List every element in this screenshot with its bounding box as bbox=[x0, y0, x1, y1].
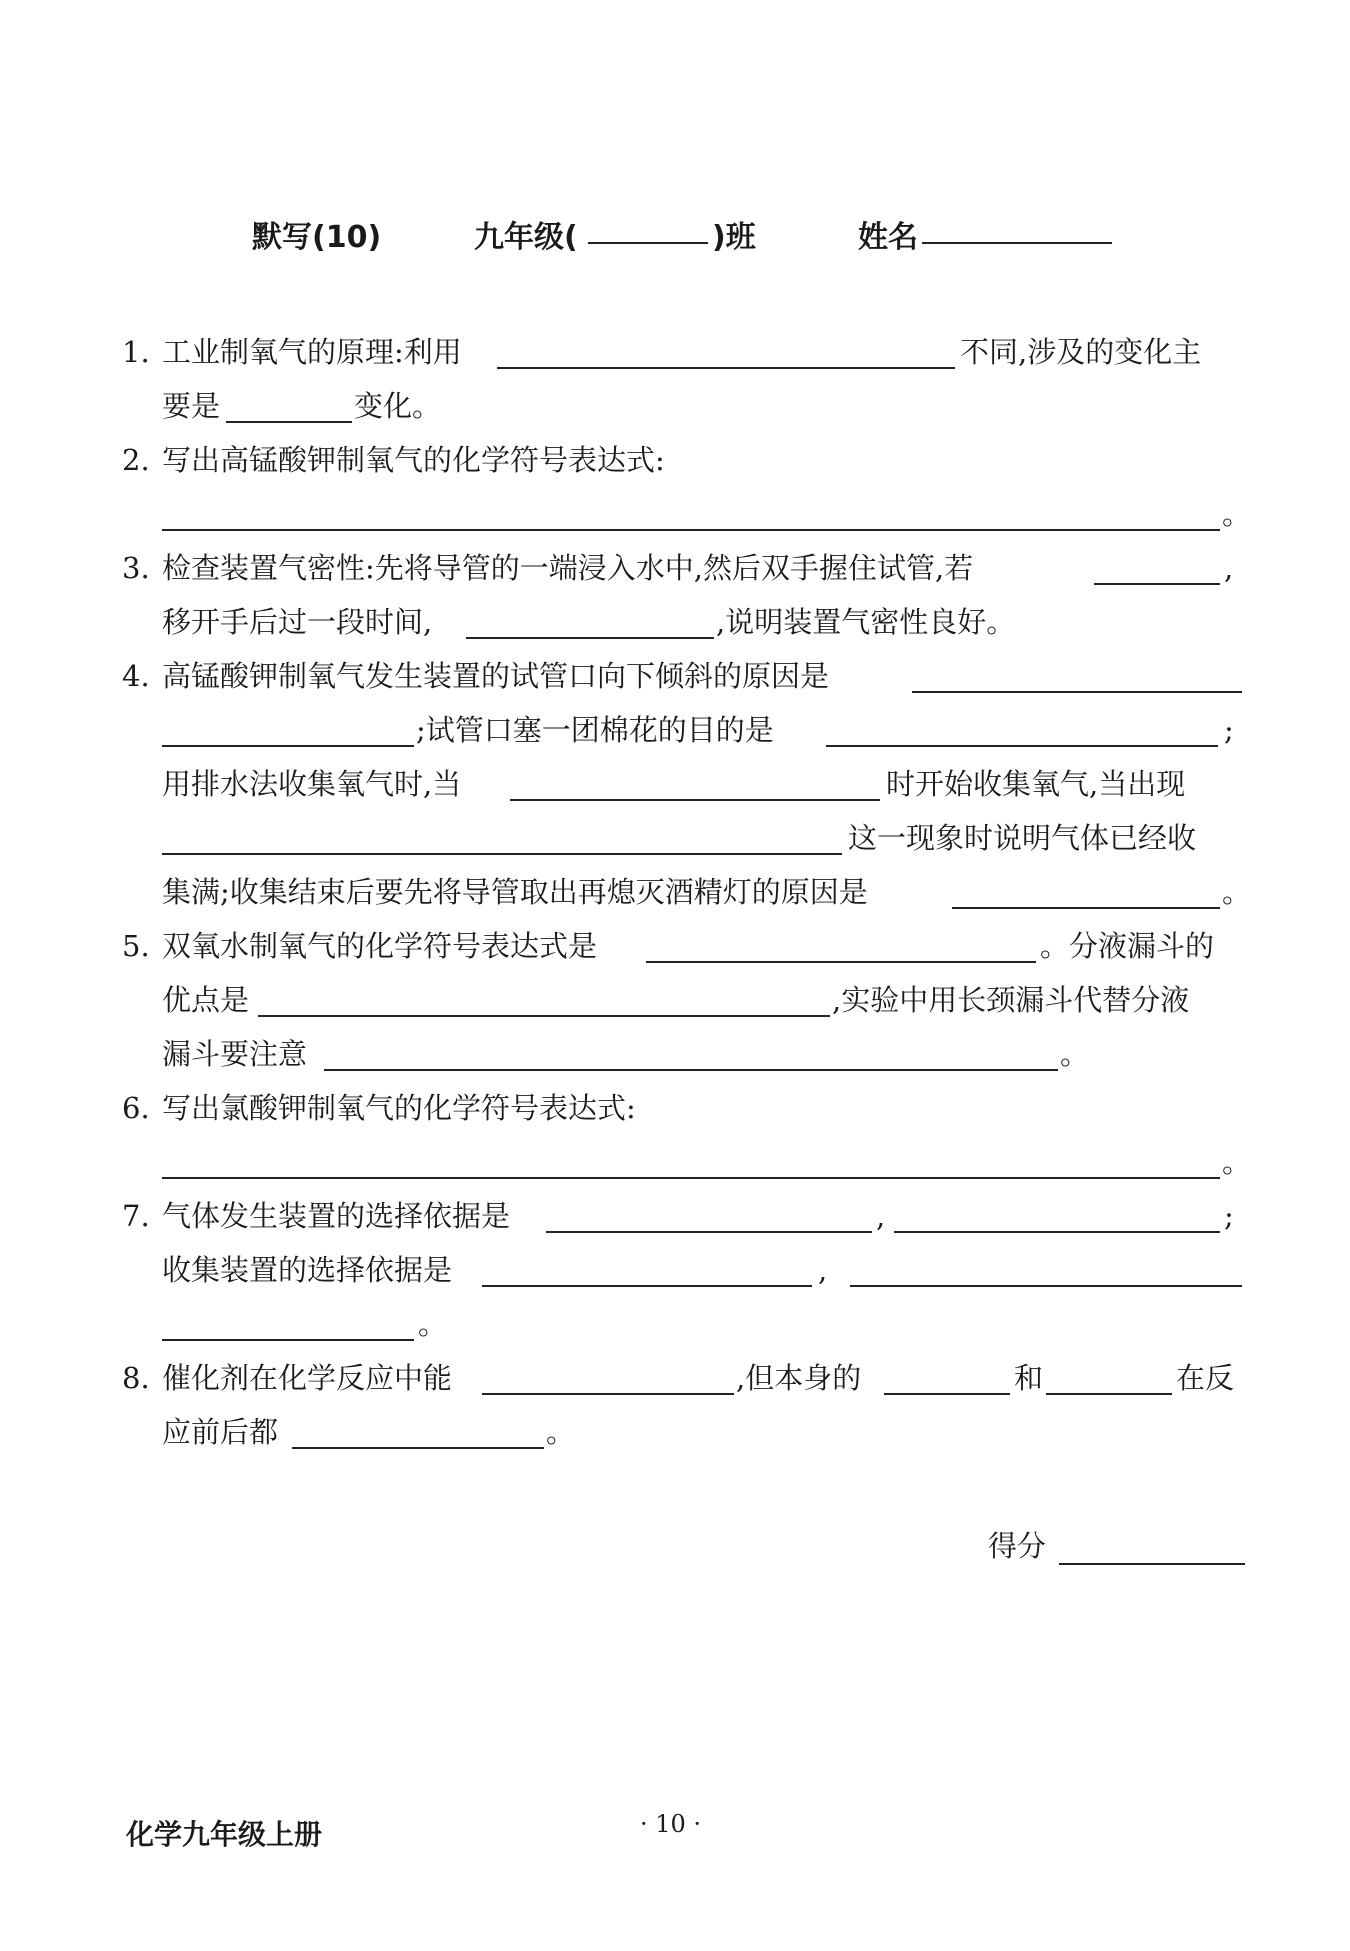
question-text: 不同,涉及的变化主 bbox=[960, 335, 1202, 369]
worksheet-title: 默写(10) bbox=[252, 220, 382, 255]
question-text: 变化。 bbox=[354, 389, 442, 423]
question-text: 。 bbox=[1060, 1037, 1090, 1071]
question-number: 8. bbox=[122, 1361, 150, 1395]
answer-blank[interactable] bbox=[894, 1199, 1220, 1233]
question-text: 和 bbox=[1014, 1361, 1044, 1395]
answer-blank[interactable] bbox=[226, 389, 352, 423]
question-text: 。 bbox=[1222, 497, 1252, 531]
question-number: 3. bbox=[122, 551, 150, 585]
answer-blank[interactable] bbox=[510, 767, 880, 801]
answer-blank[interactable] bbox=[497, 335, 955, 369]
question-4-line-3 bbox=[122, 757, 1242, 811]
question-text: , bbox=[876, 1199, 886, 1233]
question-text: 要是 bbox=[162, 389, 221, 423]
answer-blank[interactable] bbox=[324, 1037, 1058, 1071]
answer-blank[interactable] bbox=[162, 713, 414, 747]
question-2-line-1 bbox=[122, 433, 1242, 487]
question-list bbox=[122, 325, 1252, 1459]
question-number: 1. bbox=[122, 335, 150, 369]
question-4-line-2 bbox=[122, 703, 1242, 757]
question-text: 在反 bbox=[1176, 1361, 1235, 1395]
question-5-line-3 bbox=[122, 1027, 1242, 1081]
answer-blank[interactable] bbox=[292, 1415, 544, 1449]
answer-blank[interactable] bbox=[884, 1361, 1010, 1395]
question-text: 催化剂在化学反应中能 bbox=[162, 1361, 453, 1395]
question-text: ,说明装置气密性良好。 bbox=[716, 605, 1016, 639]
question-6-line-2 bbox=[122, 1135, 1252, 1189]
question-text: 。 bbox=[1222, 875, 1252, 909]
question-text: 集满;收集结束后要先将导管取出再熄灭酒精灯的原因是 bbox=[162, 875, 868, 909]
book-title: 化学九年级上册 bbox=[126, 1818, 323, 1851]
answer-blank[interactable] bbox=[482, 1361, 734, 1395]
answer-blank[interactable] bbox=[546, 1199, 872, 1233]
question-number: 5. bbox=[122, 929, 150, 963]
answer-blank[interactable] bbox=[162, 497, 1220, 531]
question-text: ; bbox=[1224, 713, 1234, 747]
page-number: · 10 · bbox=[640, 1810, 702, 1838]
question-text: 检查装置气密性:先将导管的一端浸入水中,然后双手握住试管,若 bbox=[162, 551, 974, 585]
question-4-line-5 bbox=[122, 865, 1252, 919]
question-1-line-2 bbox=[122, 379, 1242, 433]
answer-blank[interactable] bbox=[850, 1253, 1242, 1287]
question-4-line-1 bbox=[122, 649, 1242, 703]
answer-blank[interactable] bbox=[162, 1145, 1220, 1179]
score-row bbox=[988, 1524, 1245, 1565]
answer-blank[interactable] bbox=[466, 605, 714, 639]
question-text: 。分液漏斗的 bbox=[1040, 929, 1215, 963]
question-text: , bbox=[818, 1253, 828, 1287]
question-text: 这一现象时说明气体已经收 bbox=[848, 821, 1197, 855]
question-1-line-1 bbox=[122, 325, 1242, 379]
class-label-suffix: )班 bbox=[712, 220, 756, 255]
question-text: 高锰酸钾制氧气发生装置的试管口向下倾斜的原因是 bbox=[162, 659, 830, 693]
question-text: 收集装置的选择依据是 bbox=[162, 1253, 453, 1287]
question-7-line-3 bbox=[122, 1297, 1242, 1351]
question-7-line-2 bbox=[122, 1243, 1242, 1297]
answer-blank[interactable] bbox=[1046, 1361, 1172, 1395]
question-4-line-4 bbox=[122, 811, 1242, 865]
class-label-prefix: 九年级( bbox=[474, 220, 578, 255]
answer-blank[interactable] bbox=[826, 713, 1218, 747]
answer-blank[interactable] bbox=[258, 983, 830, 1017]
question-text: ,但本身的 bbox=[736, 1361, 862, 1395]
question-3-line-2 bbox=[122, 595, 1242, 649]
question-text: 。 bbox=[1222, 1145, 1252, 1179]
question-text: 气体发生装置的选择依据是 bbox=[162, 1199, 511, 1233]
question-2-line-2 bbox=[122, 487, 1252, 541]
question-text: 。 bbox=[546, 1415, 576, 1449]
answer-blank[interactable] bbox=[482, 1253, 812, 1287]
question-text: 写出高锰酸钾制氧气的化学符号表达式: bbox=[162, 443, 665, 477]
answer-blank[interactable] bbox=[646, 929, 1036, 963]
question-number: 4. bbox=[122, 659, 150, 693]
answer-blank[interactable] bbox=[1094, 551, 1220, 585]
question-text: 漏斗要注意 bbox=[162, 1037, 308, 1071]
answer-blank[interactable] bbox=[162, 1307, 414, 1341]
question-8-line-2 bbox=[122, 1405, 1242, 1459]
question-text: 应前后都 bbox=[162, 1415, 279, 1449]
question-7-line-1 bbox=[122, 1189, 1242, 1243]
question-5-line-1 bbox=[122, 919, 1242, 973]
question-text: 移开手后过一段时间, bbox=[162, 605, 433, 639]
score-blank[interactable] bbox=[1059, 1533, 1245, 1565]
name-label: 姓名 bbox=[858, 220, 918, 255]
question-text: 写出氯酸钾制氧气的化学符号表达式: bbox=[162, 1091, 636, 1125]
question-number: 2. bbox=[122, 443, 150, 477]
score-label: 得分 bbox=[988, 1529, 1047, 1563]
answer-blank[interactable] bbox=[162, 821, 842, 855]
question-text: 。 bbox=[418, 1307, 448, 1341]
question-3-line-1 bbox=[122, 541, 1242, 595]
question-text: ,实验中用长颈漏斗代替分液 bbox=[832, 983, 1190, 1017]
answer-blank[interactable] bbox=[912, 659, 1242, 693]
question-text: 工业制氧气的原理:利用 bbox=[162, 335, 462, 369]
question-text: 时开始收集氧气,当出现 bbox=[886, 767, 1186, 801]
question-text: , bbox=[1224, 551, 1234, 585]
question-text: 双氧水制氧气的化学符号表达式是 bbox=[162, 929, 598, 963]
question-text: ;试管口塞一团棉花的目的是 bbox=[416, 713, 774, 747]
question-text: 用排水法收集氧气时,当 bbox=[162, 767, 462, 801]
question-5-line-2 bbox=[122, 973, 1242, 1027]
answer-blank[interactable] bbox=[952, 875, 1220, 909]
question-6-line-1 bbox=[122, 1081, 1242, 1135]
question-number: 7. bbox=[122, 1199, 150, 1233]
question-text: 优点是 bbox=[162, 983, 250, 1017]
question-text: ; bbox=[1224, 1199, 1234, 1233]
question-number: 6. bbox=[122, 1091, 150, 1125]
question-8-line-1 bbox=[122, 1351, 1242, 1405]
